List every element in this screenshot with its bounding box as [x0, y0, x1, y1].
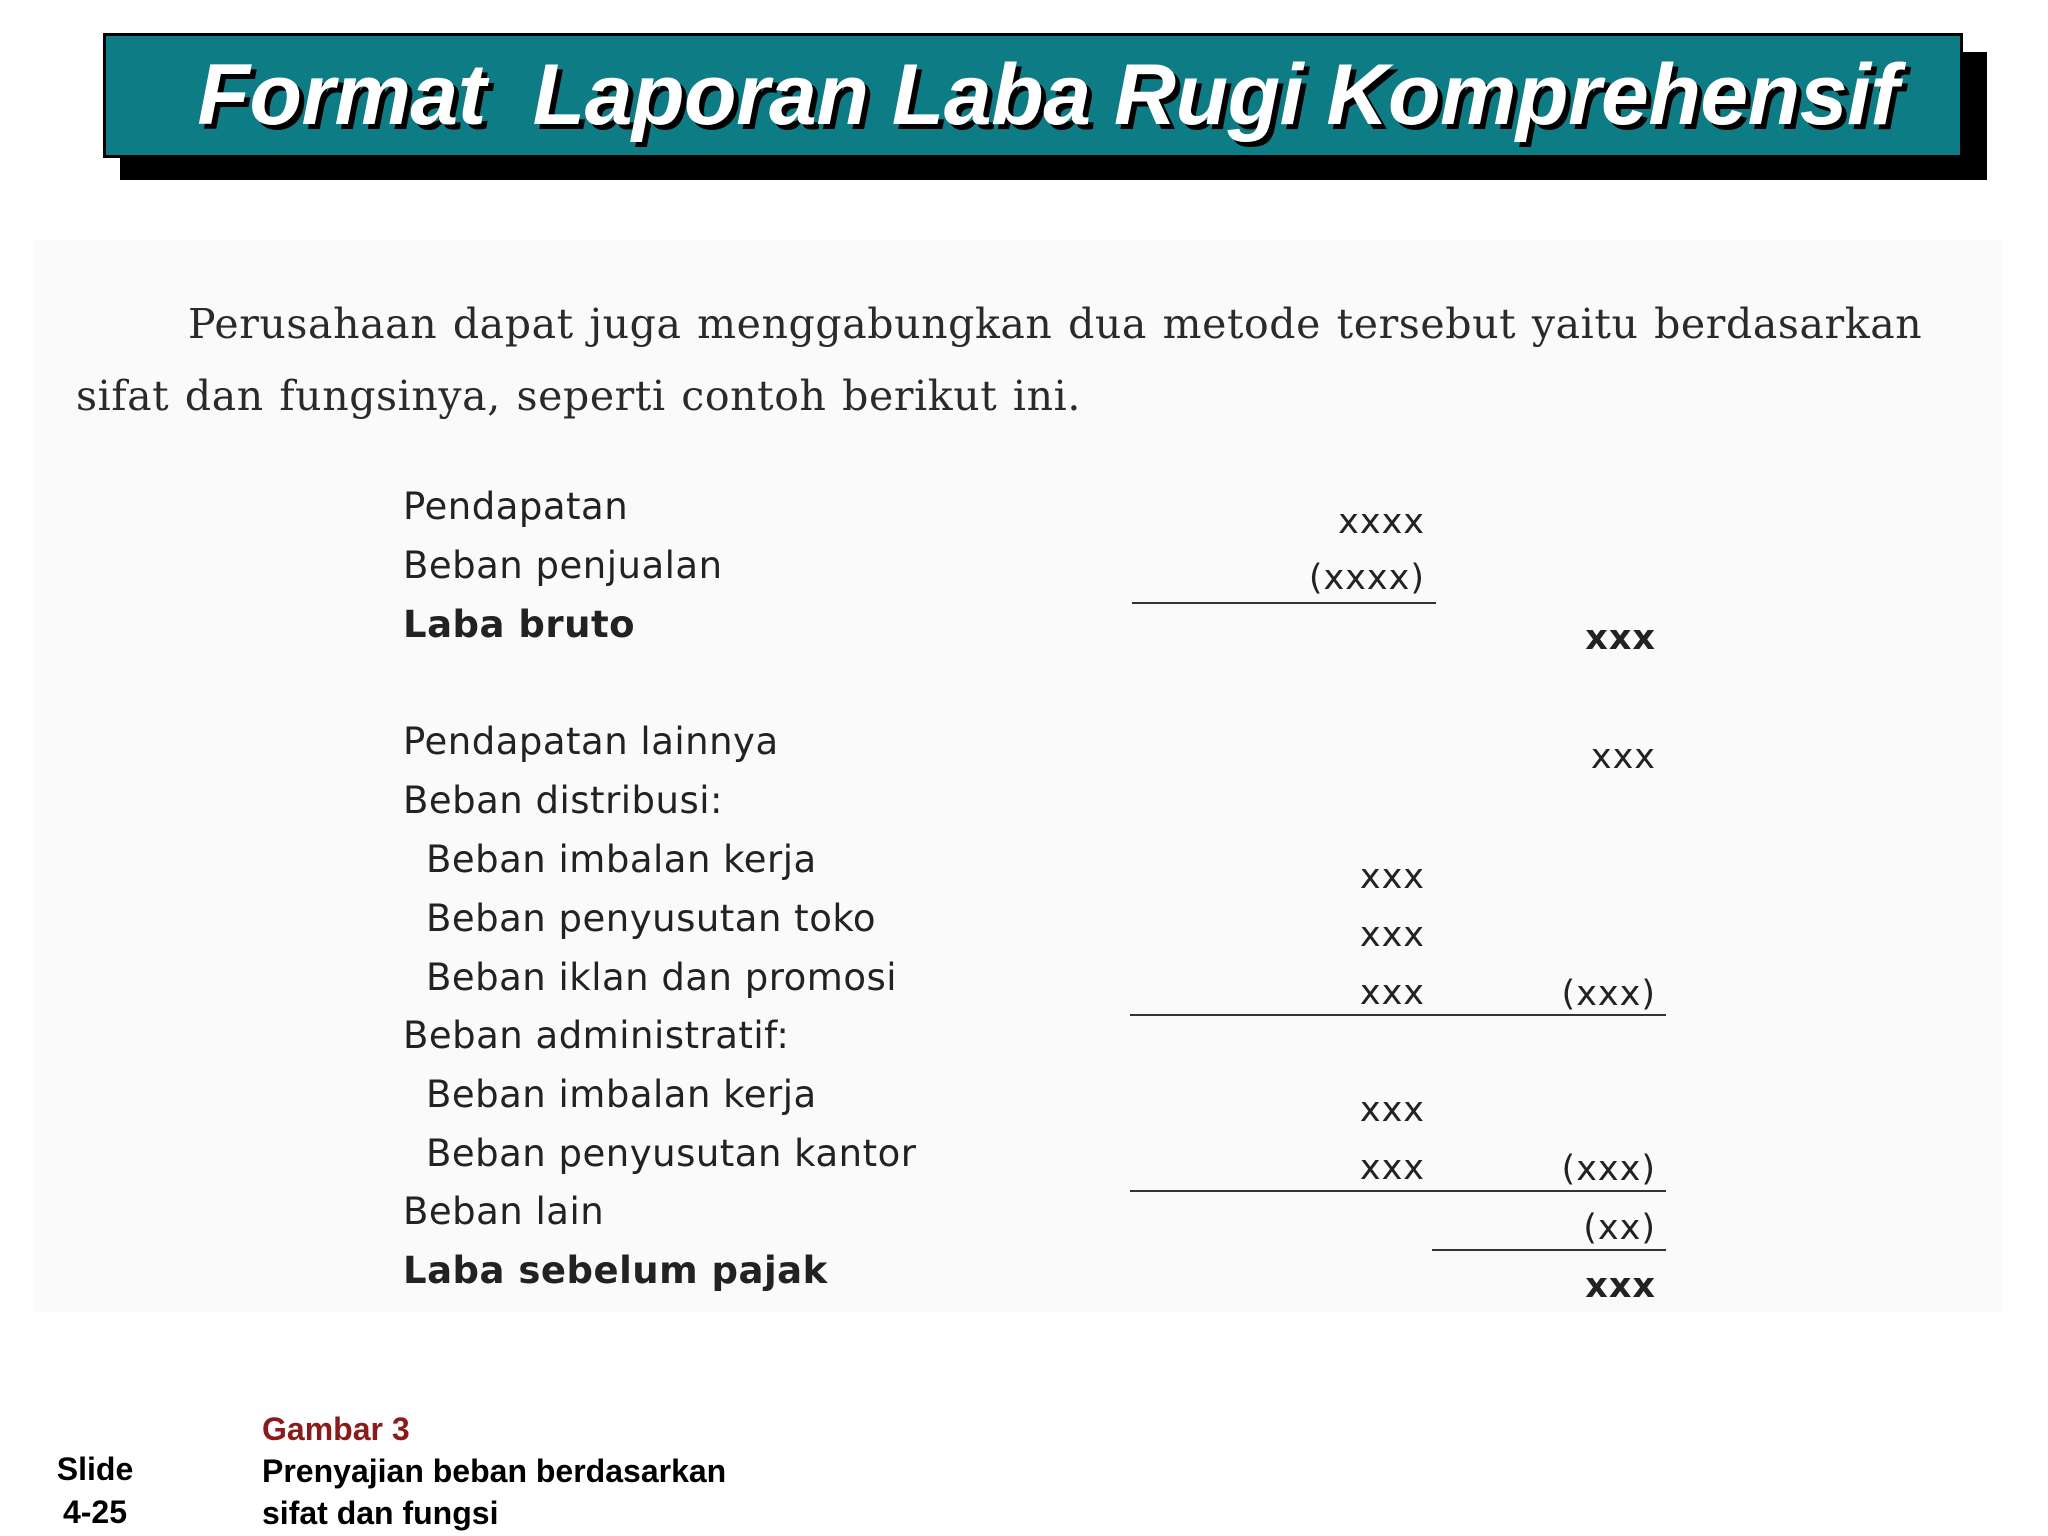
amount-beban-iklan-promosi: xxx [1359, 973, 1425, 1013]
amount-beban-imbalan-kerja-distribusi: xxx [1359, 857, 1425, 897]
amount-pendapatan: xxxx [1338, 502, 1425, 542]
page-title: Format Laporan Laba Rugi Komprehensif [197, 47, 1899, 143]
amount-total-beban-administratif: (xxx) [1561, 1149, 1656, 1189]
row-label-laba-sebelum-pajak: Laba sebelum pajak [403, 1249, 828, 1292]
row-label-beban-imbalan-kerja-distribusi: Beban imbalan kerja [426, 838, 817, 881]
figure-caption-line-1: Prenyajian beban berdasarkan [262, 1453, 727, 1489]
row-label-beban-penjualan: Beban penjualan [403, 544, 723, 587]
amount-beban-lain: (xx) [1583, 1208, 1656, 1248]
figure-number: Gambar 3 [262, 1411, 410, 1447]
slide-label-text: Slide [56, 1451, 134, 1487]
row-label-beban-penyusutan-toko: Beban penyusutan toko [426, 897, 877, 940]
row-label-pendapatan: Pendapatan [403, 485, 629, 528]
amount-laba-sebelum-pajak: xxx [1585, 1266, 1656, 1306]
amount-beban-imbalan-kerja-administratif: xxx [1359, 1090, 1425, 1130]
row-label-beban-imbalan-kerja-administratif: Beban imbalan kerja [426, 1073, 817, 1116]
amount-beban-penyusutan-toko: xxx [1359, 915, 1425, 955]
row-label-beban-iklan-promosi: Beban iklan dan promosi [426, 956, 898, 999]
amount-beban-penyusutan-kantor: xxx [1359, 1148, 1425, 1188]
slide-number-text: 4-25 [62, 1494, 128, 1530]
amount-beban-penjualan: (xxxx) [1308, 558, 1425, 598]
row-label-beban-penyusutan-kantor: Beban penyusutan kantor [426, 1132, 917, 1175]
amount-total-beban-distribusi: (xxx) [1561, 974, 1656, 1014]
figure-caption-line-2: sifat dan fungsi [262, 1495, 499, 1531]
rule-after-beban-administratif [1130, 1190, 1666, 1192]
rule-after-beban-distribusi [1130, 1014, 1666, 1016]
row-label-pendapatan-lainnya: Pendapatan lainnya [403, 720, 779, 763]
scanned-page [34, 240, 2002, 1312]
intro-paragraph: Perusahaan dapat juga menggabungkan dua metode tersebut yaitu berdasarkan sifat dan fungsinya, seperti contoh berikut ini. [76, 300, 1923, 420]
row-label-laba-bruto: Laba bruto [403, 603, 636, 646]
amount-pendapatan-lainnya: xxx [1590, 737, 1656, 777]
slide-number [48, 1448, 142, 1534]
figure-caption [262, 1408, 726, 1534]
row-label-beban-administratif: Beban administratif: [403, 1014, 790, 1057]
rule-after-beban-penjualan [1132, 602, 1436, 604]
row-label-beban-lain: Beban lain [403, 1190, 605, 1233]
title-banner [103, 33, 1963, 158]
amount-laba-bruto: xxx [1585, 618, 1656, 658]
row-label-beban-distribusi: Beban distribusi: [403, 779, 724, 822]
rule-after-beban-lain [1432, 1249, 1666, 1251]
